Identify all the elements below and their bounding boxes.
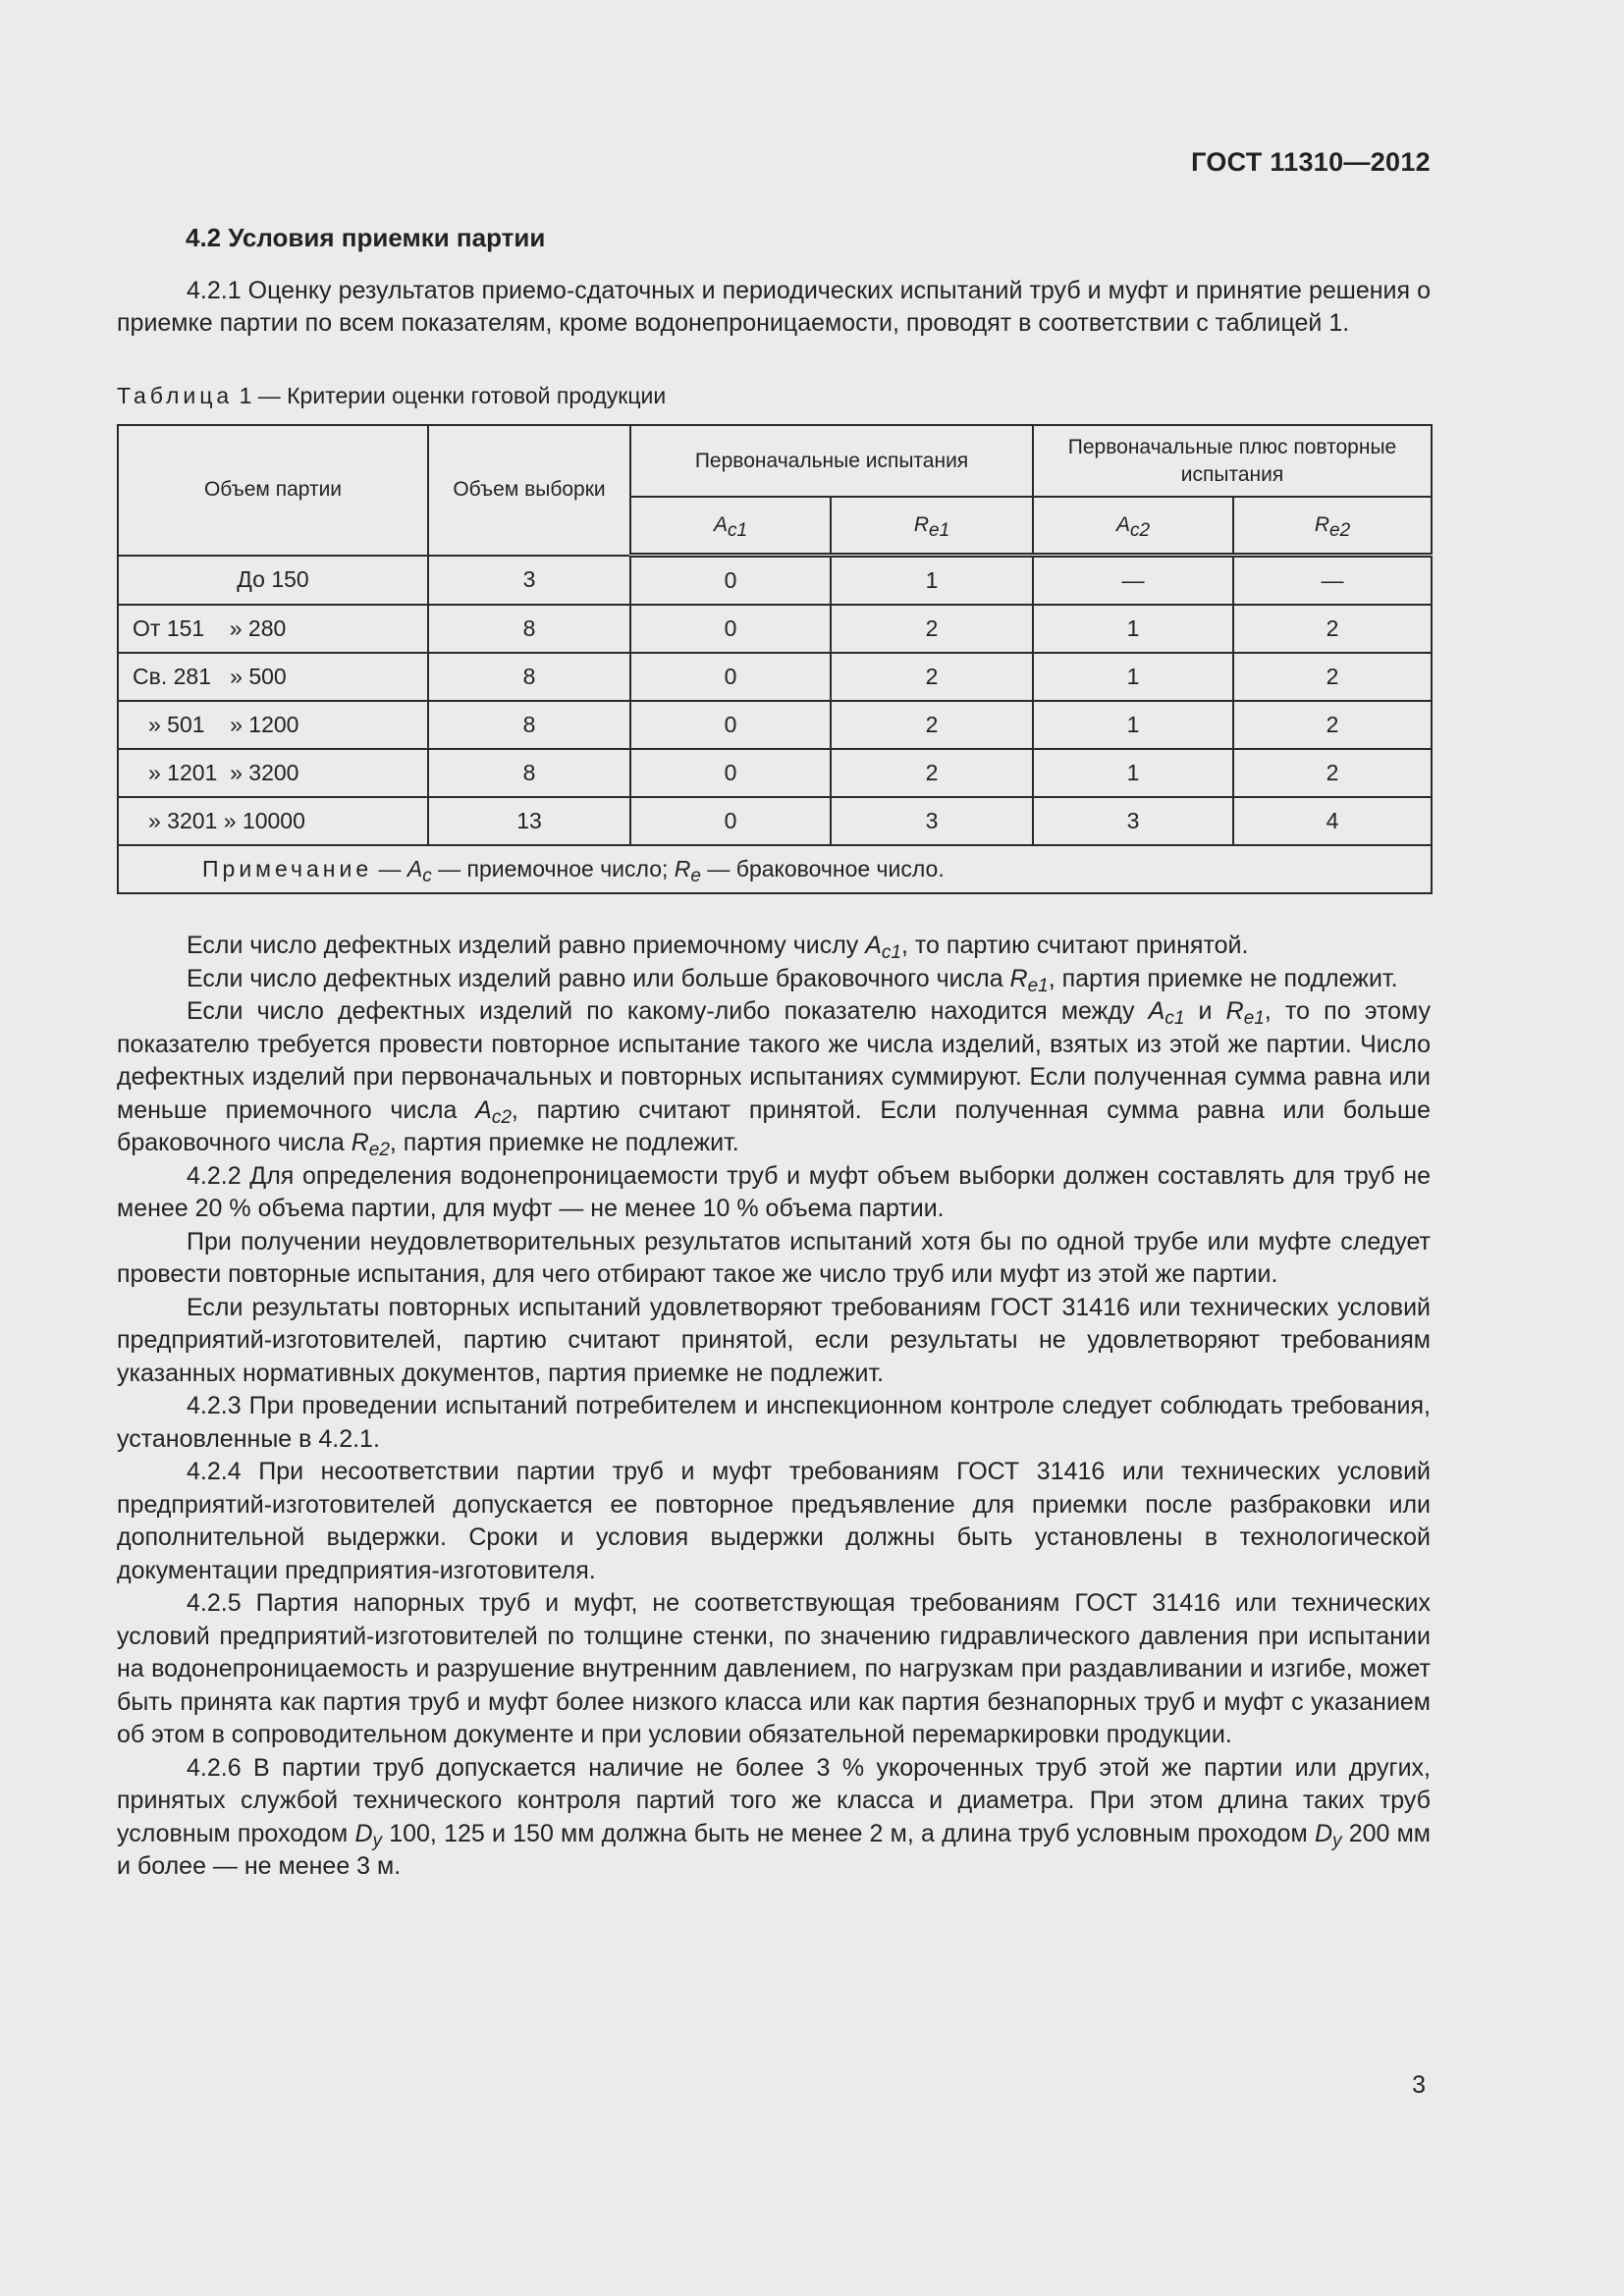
table-row (118, 749, 1432, 797)
table-cell: — (1033, 556, 1233, 606)
table-cell: 8 (428, 749, 630, 797)
cell-lot-volume: От 151 » 280 (118, 605, 428, 653)
table-cell: 0 (630, 701, 831, 749)
table-cell: 2 (831, 749, 1033, 797)
table-cell: 13 (428, 797, 630, 845)
table-cell: 2 (1233, 653, 1432, 701)
paragraph-4-2-6: 4.2.6 В партии труб допускается наличие не более 3 % укороченных труб этой же партии или других, принятых службой технического контроля партий того же класса и диаметра. При этом длина таких труб условным проходом $D_у$ 100, 125 и 150 мм должна быть не менее 2 м, а длина труб условным проходом $D_у$ 200 мм и более — не менее 3 м. (117, 1753, 1431, 1880)
table-caption-label: Таблица (117, 382, 234, 408)
table-cell: 8 (428, 653, 630, 701)
header-repeat-tests: Первоначальные плюс повторные испытания (1033, 425, 1432, 497)
paragraph-unsatisfactory: При получении неудовлетворительных результатов испытаний хотя бы по одной трубе или муфте следует провести повторные испытания, для чего отбирают такое же число труб или муфт из этой же партии. (117, 1227, 1431, 1288)
paragraph-4-2-5: 4.2.5 Партия напорных труб и муфт, не соответствующая требованиям ГОСТ 31416 или технических условий предприятий-изготовителей по толщине стенки, по значению гидравлического давления при испытании на водонепроницаемость и разрушение внутренним давлением, по нагрузкам при раздавливании и изгибе, может быть принята как партия труб и муфт более низкого класса или как партия безнапорных труб и муфт с указанием об этом в сопроводительном документе и при условии обязательной перемаркировки продукции. (117, 1589, 1431, 1748)
paragraph-rejection: Если число дефектных изделий равно или больше браковочного числа $R_{e1}$, партия приемке не подлежит. (187, 964, 1398, 996)
table-cell: 2 (831, 605, 1033, 653)
table-cell: 2 (831, 653, 1033, 701)
table-cell: 1 (1033, 605, 1233, 653)
paragraph-4-2-4: 4.2.4 При несоответствии партии труб и муфт требованиям ГОСТ 31416 или технических условий предприятий-изготовителей допускается ее повторное предъявление для приемки после разбраковки или дополнительной выдержки. Сроки и условия выдержки должны быть установлены в технологической документации предприятия-изготовителя. (117, 1458, 1431, 1584)
table-cell: 2 (1233, 605, 1432, 653)
table-row (118, 605, 1432, 653)
table-row (118, 653, 1432, 701)
table-cell: 0 (630, 749, 831, 797)
table-cell: 1 (831, 556, 1033, 606)
table-cell: 1 (1033, 701, 1233, 749)
header-ac1: $A_{c1}$ (630, 497, 831, 556)
table-cell: 2 (1233, 749, 1432, 797)
table-cell: 8 (428, 701, 630, 749)
table-cell: 3 (831, 797, 1033, 845)
table-caption-text: 1 — Критерии оценки готовой продукции (239, 382, 667, 408)
section-title: 4.2 Условия приемки партии (186, 223, 546, 252)
table-row (118, 556, 1432, 606)
table-cell: 2 (1233, 701, 1432, 749)
paragraph-repeat-test: Если число дефектных изделий по какому-либо показателю находится между $A_{c1}$ и $R_{e1}$, то по этому показателю требуется провести повторное испытание такого же числа изделий, взятых из этой же партии. Число дефектных изделий при первоначальных и повторных испытаниях суммируют. Если полученная сумма равна или меньше приемочного числа $A_{c2}$, партию считают принятой. Если полученная сумма равна или больше браковочного числа $R_{e2}$, партия приемке не подлежит. (117, 997, 1432, 1160)
paragraph-repeat-results: Если результаты повторных испытаний удовлетворяют требованиям ГОСТ 31416 или технических условий предприятий-изготовителей, партию считают принятой, если результаты не удовлетворяют требованиям указанных нормативных документов, партия приемке не подлежит. (117, 1293, 1431, 1387)
paragraph-4-2-2: 4.2.2 Для определения водонепроницаемости труб и муфт объем выборки должен составлять для труб не менее 20 % объема партии, для муфт — не менее 10 % объема партии. (117, 1161, 1431, 1222)
table-cell: 0 (630, 797, 831, 845)
table-cell: 4 (1233, 797, 1432, 845)
cell-lot-volume: До 150 (118, 556, 428, 606)
table-row (118, 701, 1432, 749)
table-cell: — (1233, 556, 1432, 606)
header-re2: $R_{e2}$ (1233, 497, 1432, 556)
header-initial-tests: Первоначальные испытания (630, 425, 1033, 497)
table-cell: 3 (1033, 797, 1233, 845)
table-body (118, 556, 1432, 894)
header-re1: $R_{e1}$ (831, 497, 1033, 556)
table-cell: 0 (630, 653, 831, 701)
table-cell: 1 (1033, 749, 1233, 797)
table-row (118, 797, 1432, 845)
table-cell: 3 (428, 556, 630, 606)
paragraph-4-2-3: 4.2.3 При проведении испытаний потребителем и инспекционном контроле следует соблюдать требования, установленные в 4.2.1. (117, 1392, 1431, 1453)
header-sample-volume: Объем выборки (428, 425, 630, 556)
document-code: ГОСТ 11310—2012 (1191, 147, 1431, 177)
cell-lot-volume: Св. 281 » 500 (118, 653, 428, 701)
table-note: Примечание — $A_c$ — приемочное число; $R_e$ — браковочное число. (118, 845, 1432, 893)
acceptance-criteria-table (117, 424, 1433, 894)
header-ac2: $A_{c2}$ (1033, 497, 1233, 556)
document-body (117, 222, 1431, 1884)
paragraph-acceptance: Если число дефектных изделий равно приемочному числу $A_{c1}$, то партию считают принятой. (187, 932, 1249, 963)
page-number: 3 (1412, 2071, 1426, 2099)
table-cell: 0 (630, 605, 831, 653)
intro-paragraph: 4.2.1 Оценку результатов приемо-сдаточных и периодических испытаний труб и муфт и принятие решения о приемке партии по всем показателям, кроме водонепроницаемости, проводят в соответствии с таблицей 1. (117, 276, 1431, 337)
table-cell: 0 (630, 556, 831, 606)
table-cell: 2 (831, 701, 1033, 749)
header-lot-volume: Объем партии (118, 425, 428, 556)
cell-lot-volume: » 3201 » 10000 (118, 797, 428, 845)
table-cell: 1 (1033, 653, 1233, 701)
cell-lot-volume: » 501 » 1200 (118, 701, 428, 749)
cell-lot-volume: » 1201 » 3200 (118, 749, 428, 797)
table-cell: 8 (428, 605, 630, 653)
body-text (117, 930, 1431, 1884)
table-caption (117, 380, 1431, 413)
